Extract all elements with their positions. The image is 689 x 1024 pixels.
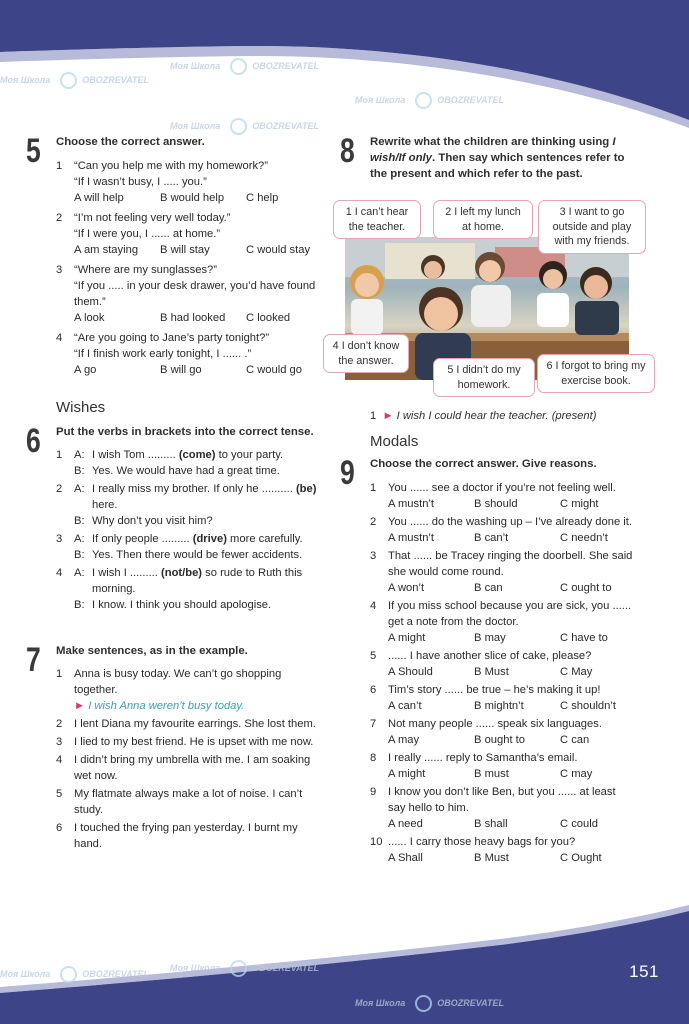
option[interactable]: C would go bbox=[246, 364, 302, 376]
option[interactable]: C may bbox=[560, 768, 593, 780]
option[interactable]: C would stay bbox=[246, 244, 311, 256]
exercise-number: 9 bbox=[340, 454, 355, 492]
arrow-icon: ► bbox=[74, 700, 86, 712]
dialogue-item: 4 A: I wish I ......... (not/be) so rude to Ruth this morning. B: I know. I think you should apologise. bbox=[56, 567, 303, 611]
exercise-9-list bbox=[370, 480, 634, 866]
exercise-number: 7 bbox=[26, 641, 41, 679]
thought-bubble-4: 4 I don’t know the answer. bbox=[323, 334, 409, 373]
option[interactable]: A look bbox=[74, 312, 105, 324]
exercise-instruction: Rewrite what the children are thinking using I wish/If only. Then say which sentences refer to the present and which refer to the past. bbox=[370, 136, 625, 180]
option[interactable]: B should bbox=[474, 498, 518, 510]
option[interactable]: C Ought bbox=[560, 852, 602, 864]
bottom-band bbox=[0, 905, 689, 1024]
option[interactable]: C needn’t bbox=[560, 532, 608, 544]
left-column bbox=[26, 132, 320, 852]
option[interactable]: A won’t bbox=[388, 582, 425, 594]
option[interactable]: C looked bbox=[246, 312, 291, 324]
option[interactable]: B must bbox=[474, 768, 509, 780]
exercise-instruction: Put the verbs in brackets into the correct tense. bbox=[56, 426, 314, 438]
sentence-item: 1 Anna is busy today. We can’t go shopping together. ► I wish Anna weren’t busy today. bbox=[56, 668, 282, 712]
option[interactable]: A mustn’t bbox=[388, 532, 435, 544]
exercise-9 bbox=[340, 454, 634, 866]
option[interactable]: B would help bbox=[160, 192, 225, 204]
option[interactable]: B ought to bbox=[474, 734, 526, 746]
exercise-instruction: Make sentences, as in the example. bbox=[56, 645, 248, 657]
sentence-item: 3 I lied to my best friend. He is upset with me now. bbox=[56, 736, 314, 748]
option[interactable]: A need bbox=[388, 818, 423, 830]
sentence-item: 2 I lent Diana my favourite earrings. She lost them. bbox=[56, 718, 316, 730]
question-item: 2 You ...... do the washing up – I’ve already done it. A mustn’t B can’t C needn’t bbox=[370, 516, 633, 544]
section-heading-modals: Modals bbox=[370, 433, 419, 450]
question-item: 7 Not many people ...... speak six languages. A may B ought to C can bbox=[370, 718, 602, 746]
option[interactable]: C help bbox=[246, 192, 279, 204]
thought-bubble-3: 3 I want to go outside and play with my friends. bbox=[538, 200, 646, 254]
option[interactable]: A might bbox=[388, 632, 426, 644]
question-item: 8 I really ...... reply to Samantha’s email. A might B must C may bbox=[370, 752, 593, 780]
classroom-photo-block bbox=[333, 197, 653, 393]
option[interactable]: A Shall bbox=[388, 852, 423, 864]
sentence-item: 4 I didn’t bring my umbrella with me. I am soaking wet now. bbox=[56, 754, 311, 782]
option[interactable]: B will stay bbox=[160, 244, 210, 256]
example-answer: I wish Anna weren’t busy today. bbox=[88, 700, 245, 712]
option[interactable]: C could bbox=[560, 818, 598, 830]
sentence-item: 6 I touched the frying pan yesterday. I burnt my hand. bbox=[56, 822, 298, 850]
question-item: 1 You ...... see a doctor if you’re not feeling well. A mustn’t B should C might bbox=[370, 482, 616, 510]
option[interactable]: C shouldn’t bbox=[560, 700, 616, 712]
thought-bubble-5: 5 I didn’t do my homework. bbox=[433, 358, 535, 397]
right-column-lower bbox=[340, 408, 634, 868]
option[interactable]: B can’t bbox=[474, 532, 509, 544]
option[interactable]: B Must bbox=[474, 852, 509, 864]
option[interactable]: B mightn’t bbox=[474, 700, 524, 712]
question-item: 4 If you miss school because you are sick, you ...... get a note from the doctor. A might B may C have to bbox=[370, 600, 632, 644]
question-item: 1 “Can you help me with my homework?” “If I wasn’t busy, I ..... you.” A will help B would help C help bbox=[56, 160, 279, 204]
option[interactable]: C May bbox=[560, 666, 593, 678]
question-item: 4 “Are you going to Jane’s party tonight?” “If I finish work early tonight, I ...... .” A go B will go C would go bbox=[56, 332, 302, 376]
thought-bubble-1: 1 I can’t hear the teacher. bbox=[333, 200, 421, 239]
option[interactable]: B Must bbox=[474, 666, 509, 678]
question-item: 3 “Where are my sunglasses?” “If you ..... in your desk drawer, you’d have found them.” A look B had looked C looked bbox=[56, 264, 316, 324]
exercise-7 bbox=[26, 641, 320, 852]
question-item: 3 That ...... be Tracey ringing the doorbell. She said she would come round. A won’t B can C ought to bbox=[370, 550, 633, 594]
page-number: 151 bbox=[629, 962, 659, 981]
question-item: 9 I know you don’t like Ben, but you ...... at least say hello to him. A need B shall C could bbox=[370, 786, 616, 830]
exercise-number: 8 bbox=[340, 132, 355, 170]
option[interactable]: A will help bbox=[74, 192, 124, 204]
option[interactable]: A mustn’t bbox=[388, 498, 435, 510]
option[interactable]: C have to bbox=[560, 632, 608, 644]
arrow-icon: ► bbox=[382, 410, 394, 422]
exercise-instruction: Choose the correct answer. bbox=[56, 136, 205, 148]
option[interactable]: B had looked bbox=[160, 312, 226, 324]
option[interactable]: C can bbox=[560, 734, 590, 746]
option[interactable]: A may bbox=[388, 734, 420, 746]
top-band bbox=[0, 0, 689, 135]
section-heading-wishes: Wishes bbox=[56, 399, 106, 416]
question-item: 10 ...... I carry those heavy bags for you? A Shall B Must C Ought bbox=[370, 836, 602, 864]
option[interactable]: A Should bbox=[388, 666, 433, 678]
exercise-5 bbox=[26, 132, 320, 378]
thought-bubble-2: 2 I left my lunch at home. bbox=[433, 200, 533, 239]
option[interactable]: C might bbox=[560, 498, 599, 510]
exercise-8 bbox=[340, 132, 634, 194]
exercise-8-example: 1 ► I wish I could hear the teacher. (present) bbox=[370, 410, 597, 422]
option[interactable]: A can’t bbox=[388, 700, 422, 712]
exercise-instruction: Choose the correct answer. Give reasons. bbox=[370, 458, 597, 470]
question-item: 5 ...... I have another slice of cake, please? A Should B Must C May bbox=[370, 650, 593, 678]
option[interactable]: B can bbox=[474, 582, 503, 594]
exercise-6 bbox=[26, 422, 320, 613]
option[interactable]: C ought to bbox=[560, 582, 612, 594]
exercise-number: 6 bbox=[26, 422, 41, 460]
option[interactable]: B shall bbox=[474, 818, 508, 830]
option[interactable]: A go bbox=[74, 364, 97, 376]
option[interactable]: B may bbox=[474, 632, 506, 644]
question-item: 6 Tim’s story ...... be true – he’s making it up! A can’t B mightn’t C shouldn’t bbox=[370, 684, 616, 712]
option[interactable]: A am staying bbox=[74, 244, 139, 256]
option[interactable]: A might bbox=[388, 768, 426, 780]
right-column bbox=[340, 132, 634, 194]
option[interactable]: B will go bbox=[160, 364, 202, 376]
thought-bubble-6: 6 I forgot to bring my exercise book. bbox=[537, 354, 655, 393]
question-item: 2 “I’m not feeling very well today.” “If I were you, I ...... at home.” A am staying B will stay C would stay bbox=[56, 212, 311, 256]
dialogue-item: 2 A: I really miss my brother. If only he .......... (be) here. B: Why don’t you visit him? bbox=[56, 483, 317, 527]
dialogue-item: 1 A: I wish Tom ......... (come) to your party. B: Yes. We would have had a great time. bbox=[56, 449, 284, 477]
sentence-item: 5 My flatmate always make a lot of noise. I can’t study. bbox=[56, 788, 303, 816]
dialogue-item: 3 A: If only people ......... (drive) more carefully. B: Yes. Then there would be fewer accidents. bbox=[56, 533, 303, 561]
exercise-number: 5 bbox=[26, 132, 41, 170]
